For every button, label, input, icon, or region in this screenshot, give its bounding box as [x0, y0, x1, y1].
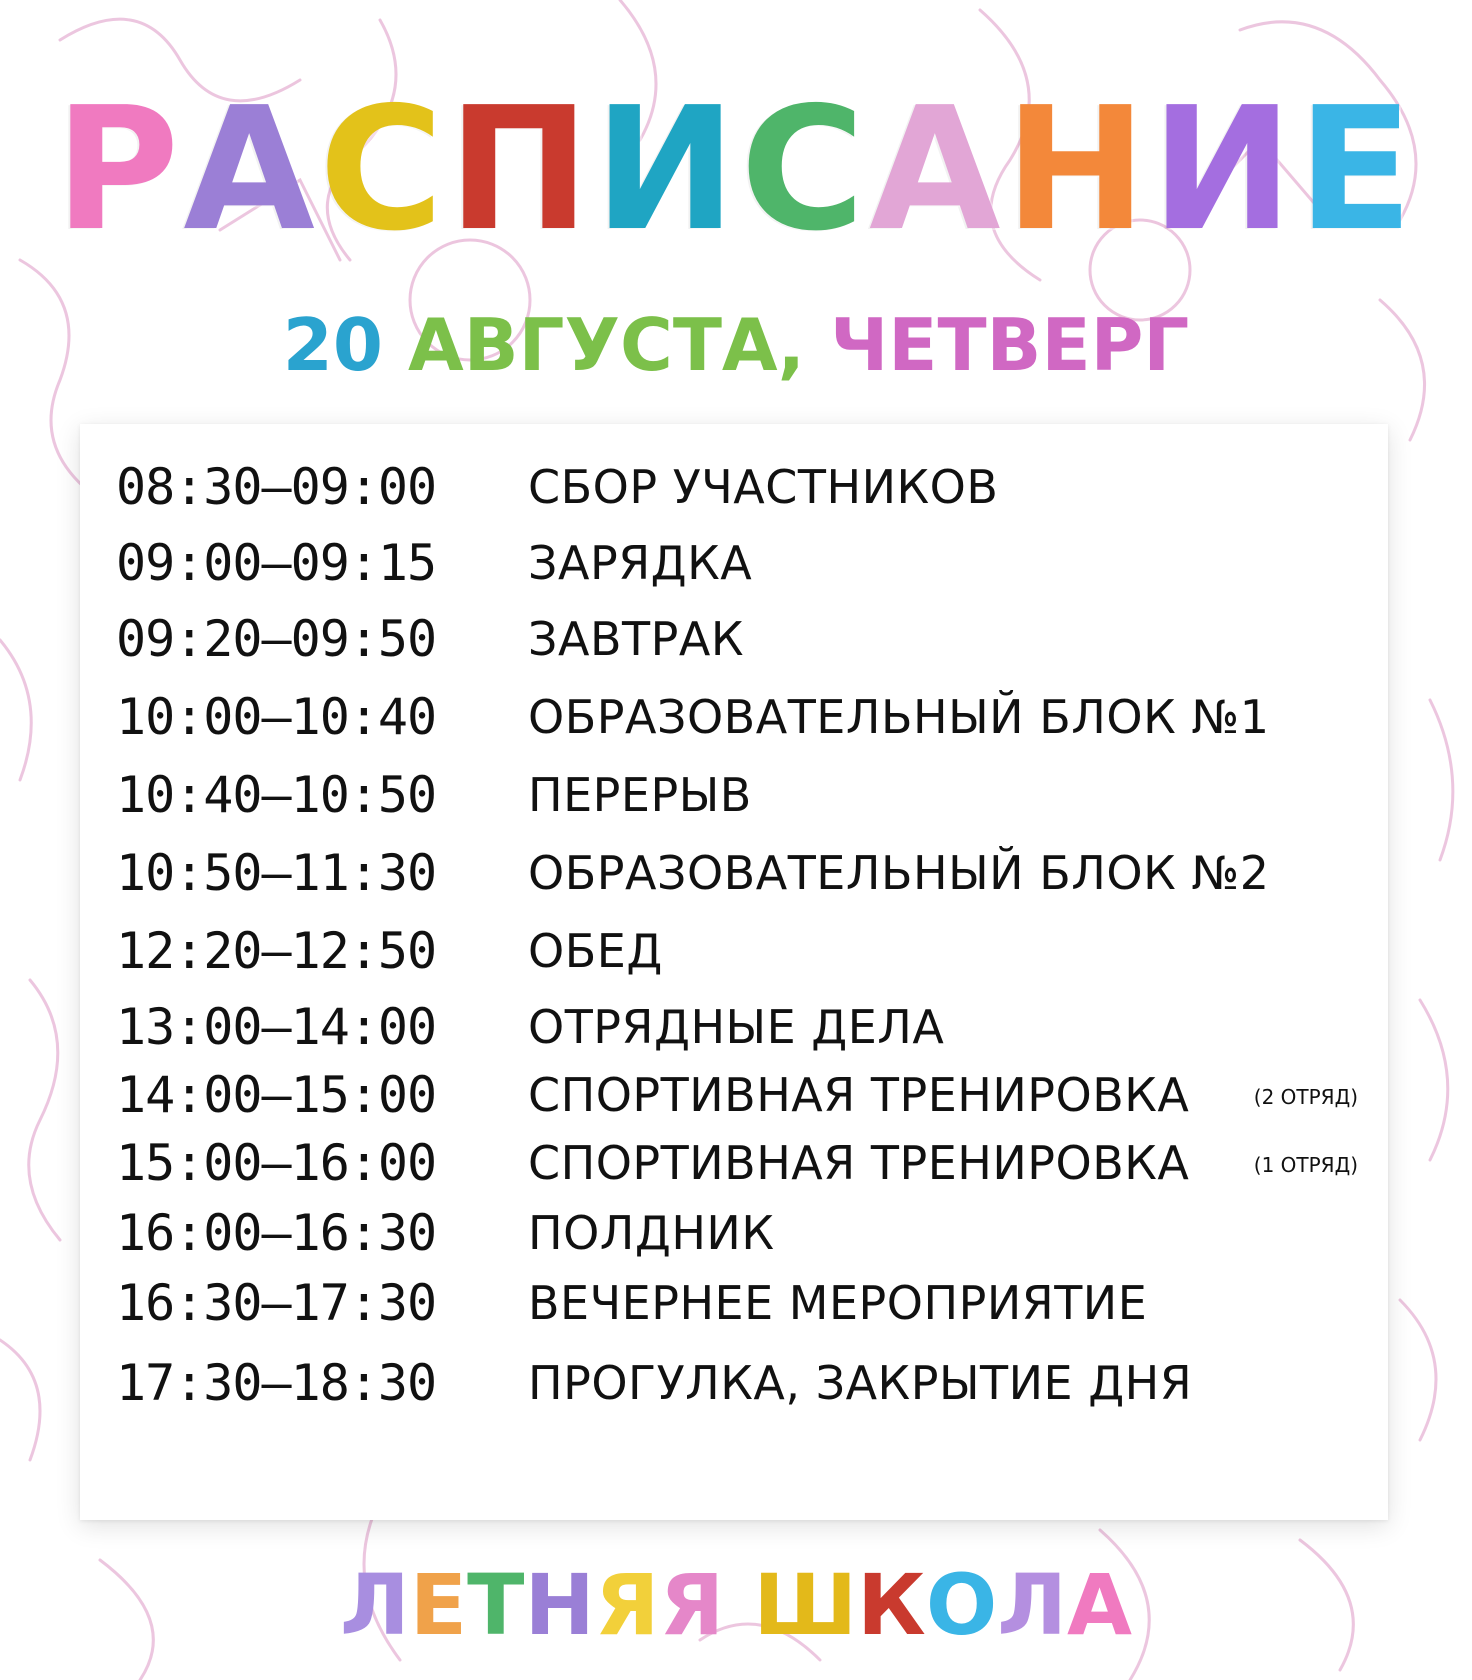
- schedule-event: СПОРТИВНАЯ ТРЕНИРОВКА: [528, 1136, 1190, 1190]
- footer-letter: Н: [524, 1556, 595, 1654]
- title-letter: Н: [1004, 71, 1151, 269]
- footer-title: [0, 1555, 1472, 1655]
- schedule-event: ЗАРЯДКА: [528, 536, 753, 590]
- footer-letter: А: [1067, 1556, 1133, 1654]
- schedule-event: ПЕРЕРЫВ: [528, 768, 752, 822]
- date-subtitle: [0, 300, 1472, 390]
- subtitle-segment: АВГУСТА,: [407, 303, 831, 387]
- schedule-row: [80, 604, 1388, 674]
- footer-letter: Я: [659, 1556, 725, 1654]
- footer-letter: [724, 1555, 753, 1655]
- title-letter: Е: [1297, 71, 1418, 269]
- footer-letter: Ш: [753, 1556, 858, 1654]
- subtitle-segment: 20: [282, 303, 408, 387]
- schedule-time: 13:00–14:00: [116, 998, 437, 1056]
- schedule-card: [80, 424, 1388, 1520]
- schedule-row: [80, 452, 1388, 522]
- page-title: [0, 70, 1472, 270]
- title-letter: А: [869, 71, 1005, 269]
- footer-letter: О: [925, 1556, 998, 1654]
- title-letter: С: [318, 71, 448, 269]
- schedule-time: 14:00–15:00: [116, 1066, 437, 1124]
- schedule-time: 17:30–18:30: [116, 1354, 437, 1412]
- schedule-row: [80, 916, 1388, 986]
- footer-letter: К: [857, 1556, 926, 1654]
- schedule-row: [80, 528, 1388, 598]
- schedule-time: 16:30–17:30: [116, 1274, 437, 1332]
- schedule-event: ПРОГУЛКА, ЗАКРЫТИЕ ДНЯ: [528, 1356, 1193, 1410]
- title-letter: С: [740, 71, 869, 269]
- schedule-row: [80, 838, 1388, 908]
- title-letter: А: [183, 71, 319, 269]
- schedule-note: (2 ОТРЯД): [1253, 1085, 1358, 1109]
- schedule-time: 08:30–09:00: [116, 458, 437, 516]
- title-letter: И: [1150, 71, 1298, 269]
- schedule-row: [80, 1268, 1388, 1338]
- schedule-time: 16:00–16:30: [116, 1204, 437, 1262]
- footer-letter: Е: [409, 1556, 468, 1654]
- schedule-time: 10:50–11:30: [116, 844, 437, 902]
- schedule-event: СБОР УЧАСТНИКОВ: [528, 460, 999, 514]
- schedule-time: 15:00–16:00: [116, 1134, 437, 1192]
- subtitle-segment: ЧЕТВЕРГ: [830, 303, 1190, 387]
- schedule-event: ЗАВТРАК: [528, 612, 744, 666]
- title-letter: И: [593, 71, 741, 269]
- schedule-event: ВЕЧЕРНЕЕ МЕРОПРИЯТИЕ: [528, 1276, 1148, 1330]
- schedule-row: [80, 1198, 1388, 1268]
- schedule-row: [80, 1348, 1388, 1418]
- schedule-time: 09:00–09:15: [116, 534, 437, 592]
- footer-letter: Л: [339, 1556, 410, 1654]
- schedule-time: 10:00–10:40: [116, 688, 437, 746]
- schedule-row: [80, 1128, 1388, 1198]
- schedule-event: ОБРАЗОВАТЕЛЬНЫЙ БЛОК №1: [528, 690, 1270, 744]
- schedule-time: 10:40–10:50: [116, 766, 437, 824]
- schedule-event: ОБРАЗОВАТЕЛЬНЫЙ БЛОК №2: [528, 846, 1270, 900]
- footer-letter: Т: [467, 1556, 525, 1654]
- schedule-row: [80, 1060, 1388, 1130]
- footer-letter: Л: [997, 1556, 1068, 1654]
- schedule-row: [80, 760, 1388, 830]
- schedule-row: [80, 682, 1388, 752]
- schedule-event: ПОЛДНИК: [528, 1206, 775, 1260]
- schedule-note: (1 ОТРЯД): [1253, 1153, 1358, 1177]
- schedule-row: [80, 992, 1388, 1062]
- schedule-time: 09:20–09:50: [116, 610, 437, 668]
- schedule-event: ОБЕД: [528, 924, 663, 978]
- schedule-time: 12:20–12:50: [116, 922, 437, 980]
- schedule-event: ОТРЯДНЫЕ ДЕЛА: [528, 1000, 945, 1054]
- title-letter: П: [447, 71, 594, 269]
- title-letter: Р: [54, 71, 184, 269]
- footer-letter: Я: [594, 1556, 660, 1654]
- schedule-event: СПОРТИВНАЯ ТРЕНИРОВКА: [528, 1068, 1190, 1122]
